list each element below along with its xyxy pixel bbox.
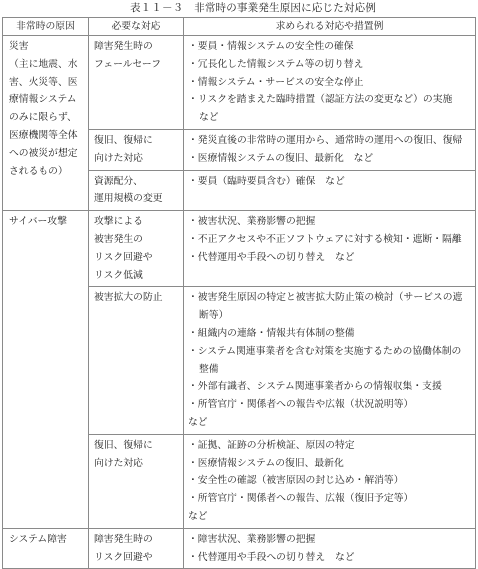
measures-cell [184, 287, 476, 434]
need-line: リスク低減 [94, 269, 143, 281]
measure-item: ・医療情報システムの復旧、最新化 など [188, 152, 374, 164]
measures-cell [184, 434, 476, 528]
need-cell [89, 36, 184, 130]
measures-cell [184, 211, 476, 287]
need-cell [89, 287, 184, 434]
measure-item: ・所管官庁・関係者への報告や広報（状況説明等） [188, 399, 414, 411]
measure-item: ・代替運用や手段への切り替え など [188, 251, 355, 263]
need-line: 向けた対応 [94, 457, 143, 469]
measure-item: ・外部有識者、システム関連事業者からの情報収集・支援 [188, 381, 442, 393]
need-line: 障害発生時の [94, 41, 153, 52]
response-table [2, 17, 476, 569]
need-line: 攻撃による [94, 216, 143, 228]
need-cell [89, 211, 184, 287]
measures-cell [184, 36, 476, 130]
need-line: フェールセーフ [94, 58, 162, 70]
measure-item: ・システム関連事業者を含む対策を実施するための協働体制の整備 [188, 345, 462, 375]
need-line: 復旧、復帰に [94, 439, 153, 451]
measure-item: ・被害状況、業務影響の把握 [188, 216, 316, 228]
need-line: 運用規模の変更 [94, 193, 163, 205]
cause-line: システム障害 [9, 533, 67, 545]
header-needed-response: 必要な対応 [89, 18, 184, 36]
measures-cell [184, 528, 476, 569]
cause-line: のみに限らず、 [9, 112, 77, 124]
need-line: 被害発生の [94, 233, 143, 245]
measure-item: ・不正アクセスや不正ソフトウェアに対する検知・遮断・隔離 [188, 233, 462, 245]
measure-item: ・安全性の確認（被害原因の封じ込め・解消等） [188, 475, 404, 487]
need-cell [89, 129, 184, 170]
measure-tail: など [188, 416, 208, 428]
measure-item: ・要員・情報システムの安全性の確保 [188, 41, 354, 52]
cause-cell-disaster [3, 36, 89, 211]
cause-cell-cyber-attack [3, 211, 89, 529]
measure-item: ・要員（臨時要員含む）確保 など [188, 175, 345, 187]
measure-item: ・情報システム・サービスの安全な停止 [188, 76, 364, 88]
cause-line: 療情報システム [9, 94, 77, 106]
measures-cell [184, 129, 476, 170]
measure-item: ・代替運用や手段への切り替え など [188, 551, 355, 563]
table-header-row [3, 18, 476, 36]
cause-line: サイバー攻撃 [9, 216, 67, 228]
cause-cell-system-failure [3, 528, 89, 569]
measure-item: ・発災直後の非常時の運用から、通常時の運用への復旧、復帰 [188, 134, 463, 146]
need-line: リスク回避や [94, 251, 153, 263]
measure-item: ・証拠、証跡の分析検証、原因の特定 [188, 439, 355, 451]
measure-item: ・障害状況、業務影響の把握 [188, 533, 316, 545]
measure-tail: など [188, 510, 208, 522]
measure-item: ・所管官庁・関係者への報告、広報（復旧予定等） [188, 493, 414, 505]
measure-item: ・リスクを踏まえた臨時措置（認証方法の変更など）の実施 など [188, 94, 463, 124]
need-line: 障害発生時の [94, 533, 153, 545]
table-row [3, 211, 476, 287]
header-example-measures: 求められる対応や措置例 [184, 18, 476, 36]
cause-line: 災害 [9, 41, 29, 52]
table-row [3, 36, 476, 130]
need-cell [89, 528, 184, 569]
measure-item: ・組織内の連絡・情報共有体制の整備 [188, 327, 355, 339]
cause-line: への被災が想定 [9, 147, 78, 159]
measure-item: ・冗長化した情報システム等の切り替え [188, 58, 364, 70]
need-line: 資源配分、 [94, 175, 143, 187]
need-line: 復旧、復帰に [94, 134, 153, 146]
need-line: リスク回避や [94, 551, 153, 563]
cause-line: されるもの） [9, 165, 68, 177]
cause-line: （主に地震、水 [9, 58, 78, 70]
measures-cell [184, 170, 476, 211]
cause-line: 害、火災等、医 [9, 76, 78, 88]
need-line: 向けた対応 [94, 152, 143, 164]
need-cell [89, 170, 184, 211]
table-row [3, 528, 476, 569]
measure-item: ・被害発生原因の特定と被害拡大防止策の検討（サービスの遮断等） [188, 292, 463, 322]
need-line: 被害拡大の防止 [94, 292, 163, 304]
table-caption: 表１１－３ 非常時の事業発生原因に応じた対応例 [129, 2, 377, 14]
cause-line: 医療機関等全体 [9, 129, 78, 141]
header-cause: 非常時の原因 [3, 18, 89, 36]
need-cell [89, 434, 184, 528]
measure-item: ・医療情報システムの復旧、最新化 [188, 457, 344, 469]
